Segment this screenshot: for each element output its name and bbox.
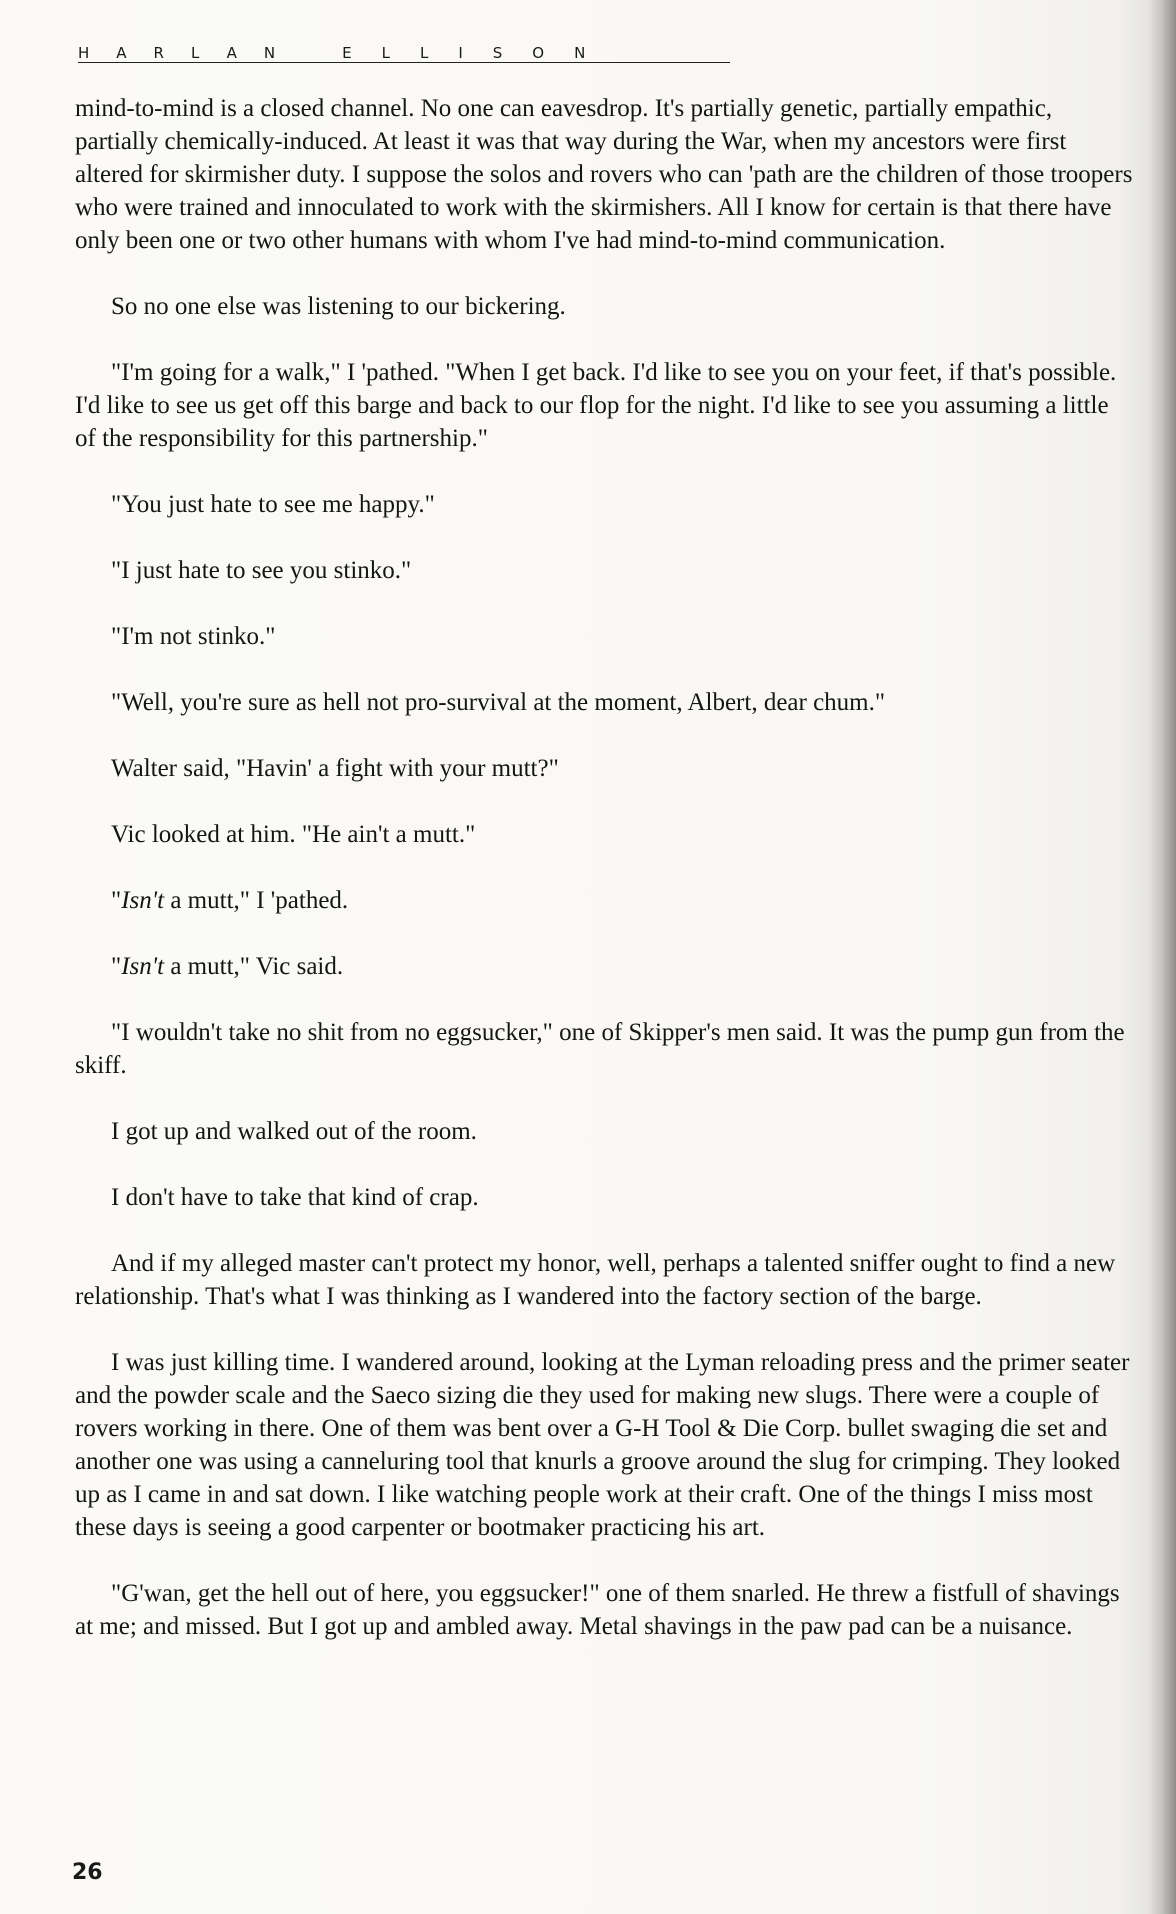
paragraph: I don't have to take that kind of crap.: [111, 1184, 479, 1211]
italic-word: Isn't: [121, 887, 165, 914]
paragraph: "I'm not stinko.": [111, 623, 276, 650]
paragraph: "Well, you're sure as hell not pro-survival at the moment, Albert, dear chum.": [111, 689, 886, 716]
paragraph: "Isn't a mutt," Vic said.: [111, 953, 344, 980]
body-text: [75, 92, 1135, 1676]
paragraph: "I just hate to see you stinko.": [111, 557, 412, 584]
paragraph: I got up and walked out of the room.: [111, 1118, 477, 1145]
paragraph: mind-to-mind is a closed channel. No one can eavesdrop. It's partially genetic, partially empathic, partially chemically-induced. At least it was that way during the War, when my ancestors were first altered for skirmisher duty. I suppose the solos and rovers who can 'path are the children of those troopers who were trained and innoculated to work with the skirmishers. All I know for certain is that there have only been one or two other humans with whom I've had mind-to-mind communication.: [75, 95, 1133, 254]
paragraph: Vic looked at him. "He ain't a mutt.": [111, 821, 476, 848]
paragraph: I was just killing time. I wandered around, looking at the Lyman reloading press and the primer seater and the powder scale and the Saeco sizing die they used for making new slugs. There were a couple of rovers working in there. One of them was bent over a G-H Tool & Die Corp. bullet swaging die set and another one was using a canneluring tool that knurls a groove around the slug for crimping. They looked up as I came in and sat down. I like watching people work at their craft. One of the things I miss most these days is seeing a good carpenter or bootmaker practicing his art.: [75, 1349, 1130, 1541]
paragraph: "G'wan, get the hell out of here, you eggsucker!" one of them snarled. He threw a fistfull of shavings at me; and missed. But I got up and ambled away. Metal shavings in the paw pad can be a nuisance.: [75, 1580, 1120, 1640]
page-number: 26: [72, 1860, 103, 1885]
header-author-first: HARLAN: [78, 44, 303, 62]
paragraph: Walter said, "Havin' a fight with your mutt?": [111, 755, 559, 782]
paragraph: "Isn't a mutt," I 'pathed.: [111, 887, 349, 914]
page-spine-shadow: [1148, 0, 1176, 1914]
paragraph-rest: a mutt," I 'pathed.: [164, 887, 349, 914]
paragraph: "I'm going for a walk," I 'pathed. "When I get back. I'd like to see you on your feet, if that's possible. I'd like to see us get off this barge and back to our flop for the night. I'd like to see you assuming a little of the responsibility for this partnership.": [75, 359, 1117, 452]
italic-word: Isn't: [121, 953, 165, 980]
header-author-last: ELLISON: [342, 44, 616, 62]
paragraph-rest: a mutt," Vic said.: [164, 953, 344, 980]
paragraph: So no one else was listening to our bickering.: [111, 293, 566, 320]
running-header: [78, 38, 730, 63]
paragraph: "You just hate to see me happy.": [111, 491, 435, 518]
paragraph: "I wouldn't take no shit from no eggsucker," one of Skipper's men said. It was the pump gun from the skiff.: [75, 1019, 1125, 1079]
paragraph: And if my alleged master can't protect my honor, well, perhaps a talented sniffer ought to find a new relationship. That's what I was thinking as I wandered into the factory section of the barge.: [75, 1250, 1116, 1310]
